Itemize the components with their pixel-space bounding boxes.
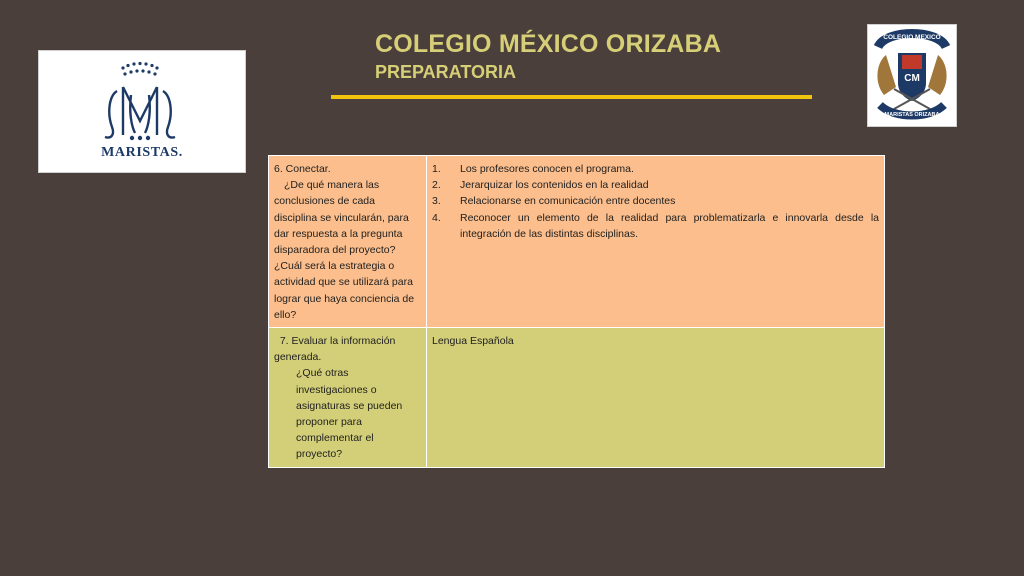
- question-line: disparadora del proyecto?: [274, 244, 396, 257]
- subject-answer: Lengua Española: [432, 335, 514, 348]
- crest-top-text: COLEGIO MEXICO: [883, 34, 941, 41]
- project-table: [268, 155, 885, 468]
- list-number: 1.: [432, 163, 441, 175]
- header: [375, 30, 721, 84]
- list-item: [432, 210, 879, 242]
- question-line: ¿Qué otras: [296, 367, 349, 380]
- list-item: [432, 161, 879, 177]
- page-title: COLEGIO MÉXICO ORIZABA: [375, 30, 722, 58]
- crest-bottom-text: MARISTAS ORIZABA: [884, 112, 940, 118]
- list-number: 4.: [432, 211, 441, 224]
- step-cell: [269, 328, 427, 468]
- question-line: ¿Cuál será la estrategia o: [274, 260, 395, 273]
- colegio-mexico-crest: [867, 24, 957, 127]
- response-cell: [427, 328, 885, 468]
- question-line: proponer para: [296, 416, 362, 429]
- list-text: Reconocer un elemento de la realidad para problematizarla e innovarla desde la integración de las distintas disciplinas.: [460, 211, 879, 240]
- table-row: [269, 156, 885, 328]
- question-line: investigaciones o: [296, 383, 377, 396]
- maristas-wordmark: MARISTAS.: [101, 145, 183, 160]
- title-underline: [331, 95, 812, 99]
- step-heading: 6. Conectar.: [274, 163, 331, 175]
- step-heading: generada.: [274, 351, 322, 364]
- question-line: dar respuesta a la pregunta: [274, 227, 403, 240]
- crest-center-text: CM: [904, 73, 920, 84]
- list-number: 2.: [432, 179, 441, 192]
- question-line: conclusiones de cada: [274, 195, 375, 208]
- question-line: ello?: [274, 308, 297, 321]
- page-subtitle: PREPARATORIA: [375, 62, 517, 82]
- list-text: Los profesores conocen el programa.: [460, 163, 634, 175]
- response-cell: [427, 156, 885, 328]
- list-number: 3.: [432, 195, 441, 208]
- question-line: ¿De qué manera las: [284, 179, 380, 192]
- list-text: Relacionarse en comunicación entre docentes: [460, 195, 676, 208]
- question-line: asignaturas se pueden: [296, 399, 403, 412]
- maristas-logo: [38, 50, 246, 173]
- step-heading: 7. Evaluar la información: [274, 335, 396, 348]
- question-line: disciplina se vincularán, para: [274, 211, 409, 224]
- list-item: [432, 193, 879, 209]
- list-text: Jerarquizar los contenidos en la realidad: [460, 179, 649, 192]
- step-cell: [269, 156, 427, 328]
- crest-icon: [868, 25, 956, 126]
- table-row: [269, 328, 885, 468]
- question-line: complementar el: [296, 432, 374, 445]
- list-item: [432, 177, 879, 193]
- activity-list: [432, 161, 879, 242]
- question-line: lograr que haya conciencia de: [274, 292, 415, 305]
- question-line: proyecto?: [296, 448, 343, 461]
- question-line: actividad que se utilizará para: [274, 276, 413, 289]
